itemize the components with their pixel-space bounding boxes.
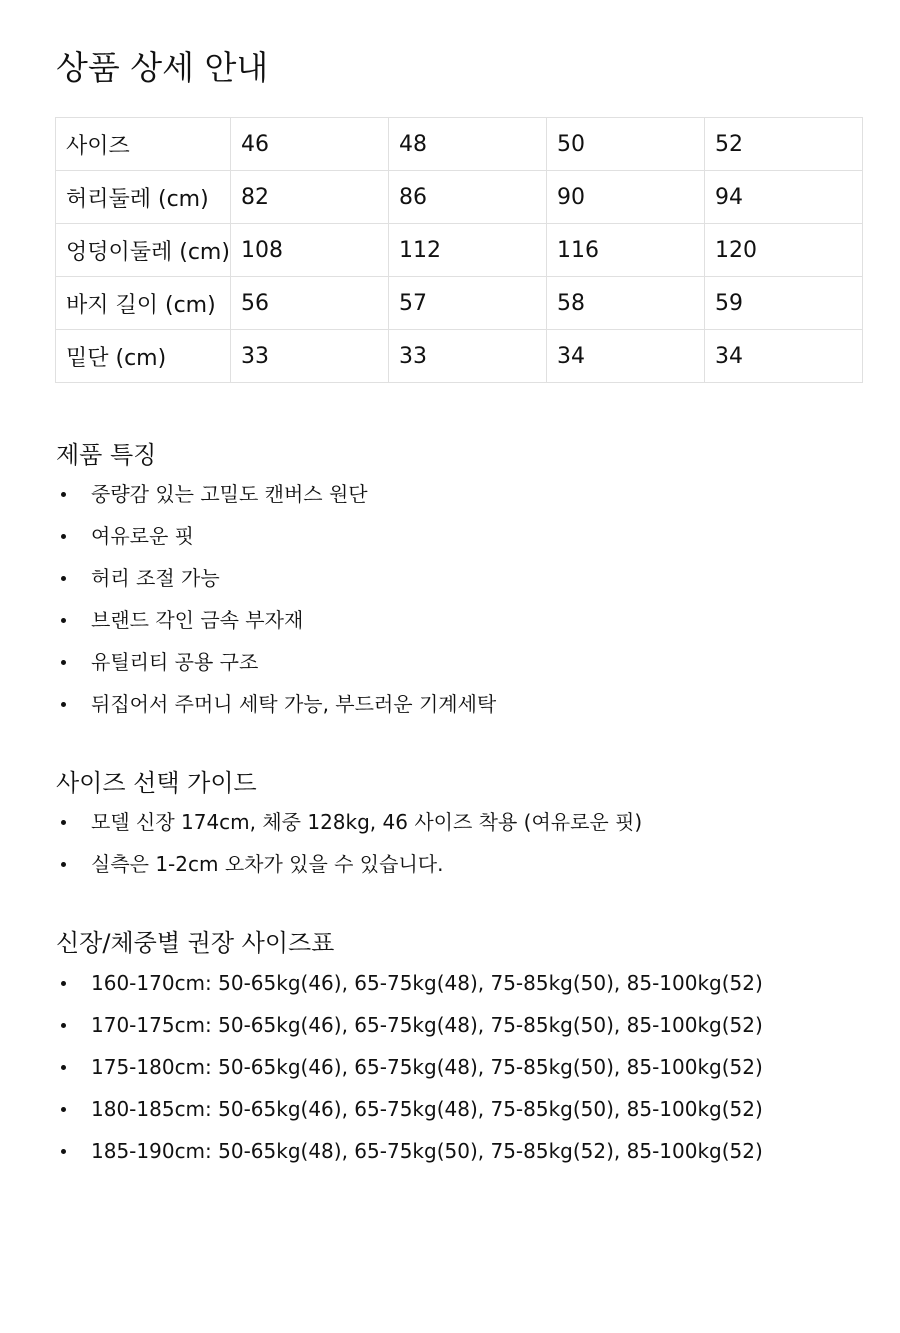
size-table-cell: 82 [230, 171, 388, 224]
size-table-row-label: 엉덩이둘레 (cm) [56, 224, 231, 277]
bullet-icon [61, 660, 66, 665]
bullet-icon [61, 1023, 66, 1028]
bullet-icon [61, 534, 66, 539]
size-table-cell: 56 [230, 277, 388, 330]
list-item [56, 599, 496, 641]
list-item [56, 515, 496, 557]
list-item-text: 뒤집어서 주머니 세탁 가능, 부드러운 기계세탁 [91, 692, 497, 716]
size-table-cell: 48 [388, 118, 546, 171]
size-table-cell: 52 [704, 118, 862, 171]
bullet-icon [61, 862, 66, 867]
size-table-row [56, 277, 863, 330]
size-table-row-label: 밑단 (cm) [56, 330, 231, 383]
size-table [55, 117, 863, 383]
size-table-cell: 94 [704, 171, 862, 224]
size-table-row-label: 바지 길이 (cm) [56, 277, 231, 330]
list-item [56, 641, 496, 683]
list-item-text: 유틸리티 공용 구조 [91, 650, 259, 674]
size-table-row-label: 사이즈 [56, 118, 231, 171]
list-item-text: 180-185cm: 50-65kg(46), 65-75kg(48), 75-85kg(50), 85-100kg(52) [91, 1097, 763, 1121]
size-table-body [56, 118, 863, 383]
size-guide-list [56, 801, 642, 885]
size-table-cell: 46 [230, 118, 388, 171]
list-item-text: 허리 조절 가능 [91, 566, 220, 590]
list-item [56, 1004, 763, 1046]
bullet-icon [61, 820, 66, 825]
bullet-icon [61, 1107, 66, 1112]
list-item [56, 557, 496, 599]
size-guide-heading: 사이즈 선택 가이드 [56, 769, 257, 797]
list-item-text: 브랜드 각인 금속 부자재 [91, 608, 304, 632]
list-item [56, 473, 496, 515]
list-item [56, 801, 642, 843]
size-table-cell: 33 [230, 330, 388, 383]
bullet-icon [61, 1065, 66, 1070]
size-table-cell: 120 [704, 224, 862, 277]
page-title: 상품 상세 안내 [56, 48, 269, 87]
list-item [56, 843, 642, 885]
list-item-text: 여유로운 핏 [91, 524, 194, 548]
bullet-icon [61, 492, 66, 497]
size-table-row [56, 330, 863, 383]
list-item [56, 1130, 763, 1172]
list-item [56, 683, 496, 725]
list-item-text: 170-175cm: 50-65kg(46), 65-75kg(48), 75-85kg(50), 85-100kg(52) [91, 1013, 763, 1037]
recommend-list [56, 962, 763, 1172]
size-table-row [56, 224, 863, 277]
list-item [56, 1088, 763, 1130]
size-table-row [56, 171, 863, 224]
list-item-text: 실측은 1-2cm 오차가 있을 수 있습니다. [91, 852, 444, 876]
features-list [56, 473, 496, 725]
list-item-text: 중량감 있는 고밀도 캔버스 원단 [91, 482, 368, 506]
size-table-cell: 33 [388, 330, 546, 383]
size-table-row [56, 118, 863, 171]
size-table-cell: 58 [546, 277, 704, 330]
bullet-icon [61, 576, 66, 581]
size-table-cell: 116 [546, 224, 704, 277]
size-table-cell: 90 [546, 171, 704, 224]
size-table-cell: 59 [704, 277, 862, 330]
size-table-cell: 57 [388, 277, 546, 330]
features-heading: 제품 특징 [56, 441, 157, 469]
list-item-text: 모델 신장 174cm, 체중 128kg, 46 사이즈 착용 (여유로운 핏) [91, 810, 643, 834]
size-table-cell: 50 [546, 118, 704, 171]
bullet-icon [61, 1149, 66, 1154]
size-table-cell: 34 [704, 330, 862, 383]
list-item-text: 185-190cm: 50-65kg(48), 65-75kg(50), 75-85kg(52), 85-100kg(52) [91, 1139, 763, 1163]
list-item-text: 175-180cm: 50-65kg(46), 65-75kg(48), 75-85kg(50), 85-100kg(52) [91, 1055, 763, 1079]
size-table-row-label: 허리둘레 (cm) [56, 171, 231, 224]
list-item [56, 962, 763, 1004]
size-table-cell: 86 [388, 171, 546, 224]
bullet-icon [61, 702, 66, 707]
size-table-cell: 108 [230, 224, 388, 277]
bullet-icon [61, 618, 66, 623]
size-table-cell: 34 [546, 330, 704, 383]
size-table-cell: 112 [388, 224, 546, 277]
list-item-text: 160-170cm: 50-65kg(46), 65-75kg(48), 75-85kg(50), 85-100kg(52) [91, 971, 763, 995]
recommend-heading: 신장/체중별 권장 사이즈표 [56, 929, 335, 957]
bullet-icon [61, 981, 66, 986]
list-item [56, 1046, 763, 1088]
